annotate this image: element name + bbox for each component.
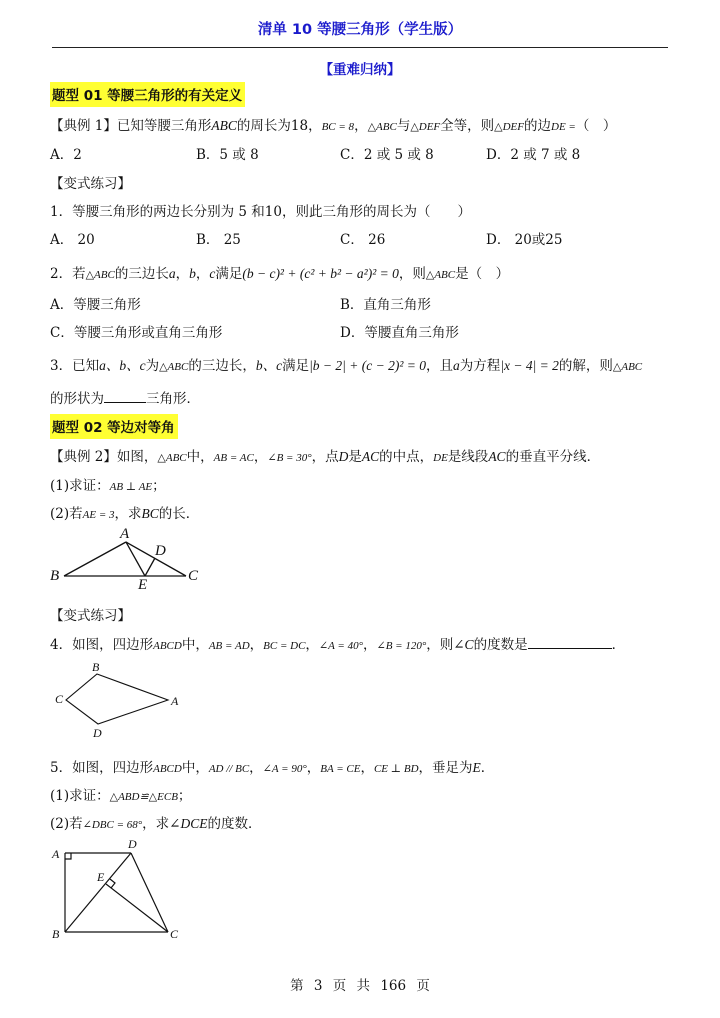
label-b: B	[52, 927, 60, 941]
math: DE	[433, 452, 448, 464]
label-d: D	[128, 837, 137, 851]
text: 的三边长，	[188, 358, 256, 374]
text: 满足	[215, 266, 243, 282]
label-a: A	[52, 847, 60, 861]
text: (2)若	[50, 506, 83, 522]
text: ，	[354, 118, 368, 134]
text: 的度数是	[473, 637, 528, 653]
math: E	[472, 760, 481, 775]
document-title: 清单 10 等腰三角形（学生版）	[257, 22, 463, 38]
text: 4．如图，四边形	[50, 637, 154, 653]
text: 是线段	[447, 449, 489, 465]
math: D	[338, 449, 349, 464]
math: △ABC	[612, 361, 643, 373]
text: ，	[360, 760, 374, 776]
option-c[interactable]: C． 26	[340, 232, 386, 248]
math: ABC	[211, 118, 237, 133]
math: AC	[361, 449, 380, 464]
text: 的解，则	[558, 358, 613, 374]
text: 的三边长	[114, 266, 169, 282]
text: (2)若	[50, 816, 83, 832]
text: ，	[305, 637, 319, 653]
text: 满足	[282, 358, 310, 374]
math: a	[453, 358, 460, 373]
text: 的中点，	[379, 449, 434, 465]
label-e: E	[97, 870, 105, 884]
label-a: A	[120, 526, 130, 542]
text: ．	[480, 760, 495, 776]
text: 的长．	[158, 506, 200, 522]
text: 5．如图，四边形	[50, 760, 154, 776]
math: BA = CE	[320, 763, 361, 775]
math: BC = DC	[263, 640, 306, 652]
text: ，	[249, 637, 264, 653]
math: △ABC	[367, 121, 397, 133]
text: 的周长为18，	[236, 118, 322, 134]
question-2: 2．若△ABC的三边长a，b，c满足(b − c)² + (c² + b² − a²)² = 0，则△ABC是（ ）	[50, 266, 510, 282]
option-d[interactable]: D．2 或 7 或 8	[486, 147, 581, 163]
text: 为方程	[459, 358, 501, 374]
math: AB ⊥ AE	[109, 481, 153, 493]
math: ∠DCE	[169, 816, 208, 831]
math: b	[189, 266, 196, 281]
text: ，且	[426, 358, 453, 374]
math: △DEF	[410, 121, 441, 133]
math: ∠C	[453, 637, 474, 652]
label-c: C	[188, 568, 199, 584]
math: △ABD≌△ECB	[109, 791, 178, 803]
math: △ABC	[157, 452, 187, 464]
math: ∠A = 40°	[318, 640, 363, 652]
text: ，点	[311, 449, 339, 465]
option-b[interactable]: B．直角三角形	[340, 297, 431, 313]
math: BC	[141, 506, 159, 521]
text: ，求	[114, 506, 142, 522]
option-b[interactable]: B．5 或 8	[196, 147, 259, 163]
text: 中，	[181, 760, 209, 776]
math: ∠B = 30°	[267, 452, 312, 464]
question-1: 1．等腰三角形的两边长分别为 5 和10，则此三角形的周长为（ ）	[50, 204, 471, 220]
math: ∠A = 90°	[262, 763, 307, 775]
option-c[interactable]: C．等腰三角形或直角三角形	[50, 325, 223, 341]
text: 的度数．	[207, 816, 262, 832]
math: c	[209, 266, 216, 281]
page-number: 第 3 页 共 166 页	[290, 978, 430, 994]
label-b: B	[50, 568, 60, 584]
math: b、c	[255, 358, 283, 373]
type-01-heading: 题型 01 等腰三角形的有关定义	[50, 82, 245, 107]
math: ∠DBC = 68°	[82, 819, 143, 831]
math: BC = 8	[321, 121, 355, 133]
math: a、b、c	[99, 358, 146, 373]
math: △ABC	[159, 361, 189, 373]
option-a[interactable]: A．等腰三角形	[50, 297, 141, 313]
label-e: E	[138, 577, 148, 593]
text: 3．已知	[50, 358, 100, 374]
math: ABCD	[153, 640, 182, 652]
text: ，则	[426, 637, 454, 653]
math: ∠B = 120°	[376, 640, 427, 652]
text: ，	[362, 637, 377, 653]
text: ．	[611, 637, 626, 653]
math: CE ⊥ BD	[373, 763, 419, 775]
text: 的形状为	[50, 391, 104, 407]
text: (1)求证：	[50, 478, 110, 494]
label-d: D	[155, 543, 166, 559]
math: AB = AC	[213, 452, 254, 464]
formula: |b − 2| + (c − 2)² = 0	[309, 358, 426, 373]
math: ABCD	[153, 763, 182, 775]
text: 为	[145, 358, 160, 374]
text: 三角形．	[146, 391, 200, 407]
label-d: D	[93, 726, 102, 740]
math: AC	[488, 449, 506, 464]
option-a[interactable]: A． 20	[50, 232, 95, 248]
option-d[interactable]: D． 20或25	[486, 232, 563, 248]
option-b[interactable]: B． 25	[196, 232, 241, 248]
label-c: C	[170, 927, 179, 941]
text: 与	[396, 118, 411, 134]
text: ，	[306, 760, 321, 776]
math: △ABC	[85, 269, 115, 281]
text: 全等，则	[440, 118, 495, 134]
math: a	[168, 266, 176, 281]
formula: |x − 4| = 2	[500, 358, 559, 373]
math: DE =	[551, 121, 576, 133]
text: 的边	[524, 118, 551, 134]
text: ，	[253, 449, 268, 465]
text: ；	[152, 478, 166, 494]
text: ，垂足为	[418, 760, 473, 776]
label-b: B	[92, 660, 100, 674]
text: (1)求证：	[50, 788, 110, 804]
label-a: A	[171, 694, 179, 708]
option-a[interactable]: A．2	[50, 147, 82, 163]
math: AE = 3	[82, 509, 115, 521]
example-label: 【典例 1】	[50, 118, 117, 134]
formula: (b − c)² + (c² + b² − a²)² = 0	[242, 266, 399, 281]
text: 的垂直平分线．	[505, 449, 601, 465]
practice-label-2: 【变式练习】	[50, 608, 131, 624]
type-02-heading: 题型 02 等边对等角	[50, 414, 178, 439]
text: 是（ ）	[455, 266, 510, 282]
text: （ ）	[575, 118, 617, 134]
text: 已知等腰三角形	[116, 118, 212, 134]
text: ，则	[398, 266, 426, 282]
text: 中，	[181, 637, 209, 653]
math: AB = AD	[208, 640, 250, 652]
section-title: 【重难归纳】	[319, 62, 401, 78]
label-c: C	[55, 692, 64, 706]
example-label: 【典例 2】	[50, 449, 117, 465]
text: ；	[177, 788, 192, 804]
text: 如图，	[116, 449, 158, 465]
text: 是	[348, 449, 362, 465]
option-d[interactable]: D．等腰直角三角形	[340, 325, 459, 341]
math: AD // BC	[208, 763, 250, 775]
option-c[interactable]: C．2 或 5 或 8	[340, 147, 434, 163]
math: △ABC	[425, 269, 456, 281]
text: 中，	[186, 449, 214, 465]
text: ，求	[142, 816, 170, 832]
practice-label: 【变式练习】	[50, 176, 131, 192]
math: △DEF	[494, 121, 524, 133]
text: 2．若	[50, 266, 86, 282]
text: ，	[249, 760, 263, 776]
